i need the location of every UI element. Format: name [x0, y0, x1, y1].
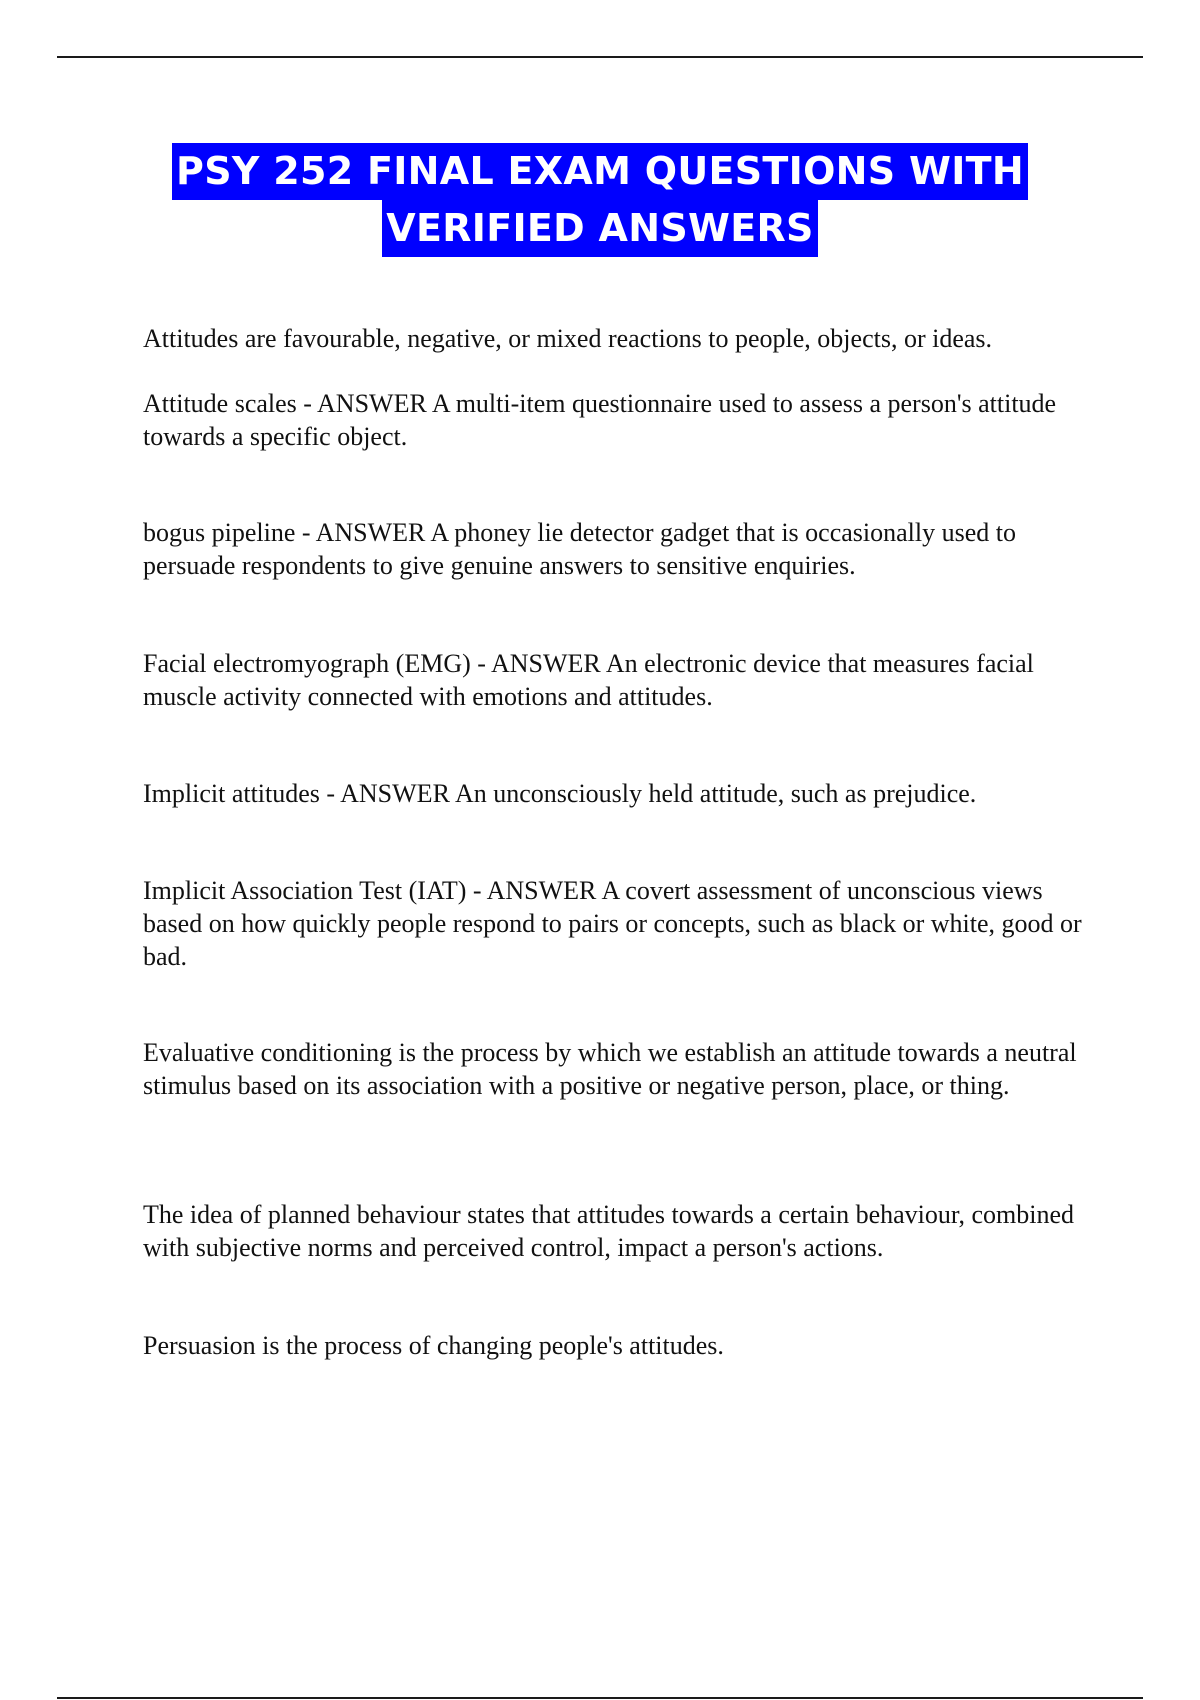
paragraph-planned-behaviour: The idea of planned behaviour states that attitudes towards a certain behaviour, combined with subjective norms and perceived control, impact a person's actions. — [143, 1200, 1075, 1262]
bottom-divider — [57, 1697, 1143, 1699]
paragraph-bogus-pipeline: bogus pipeline - ANSWER A phoney lie detector gadget that is occasionally used to persuade respondents to give genuine answers to sensitive enquiries. — [143, 518, 1016, 580]
top-divider — [57, 56, 1143, 58]
paragraph-implicit-attitudes: Implicit attitudes - ANSWER An unconsciously held attitude, such as prejudice. — [143, 779, 977, 808]
paragraph-attitudes: Attitudes are favourable, negative, or mixed reactions to people, objects, or ideas. — [143, 324, 993, 353]
paragraph-persuasion: Persuasion is the process of changing people's attitudes. — [143, 1331, 724, 1360]
title-line-1: PSY 252 FINAL EXAM QUESTIONS WITH — [172, 143, 1028, 200]
paragraph-evaluative-conditioning: Evaluative conditioning is the process by which we establish an attitude towards a neutral stimulus based on its association with a positive or negative person, place, or thing. — [143, 1038, 1077, 1100]
title-line-2: VERIFIED ANSWERS — [382, 200, 817, 257]
document-title — [0, 143, 1200, 257]
paragraph-attitude-scales: Attitude scales - ANSWER A multi-item questionnaire used to assess a person's attitude towards a specific object. — [143, 389, 1057, 451]
paragraph-iat: Implicit Association Test (IAT) - ANSWER A covert assessment of unconscious views based on how quickly people respond to pairs or concepts, such as black or white, good or bad. — [143, 876, 1082, 971]
paragraph-facial-emg: Facial electromyograph (EMG) - ANSWER An electronic device that measures facial muscle activity connected with emotions and attitudes. — [143, 649, 1034, 711]
